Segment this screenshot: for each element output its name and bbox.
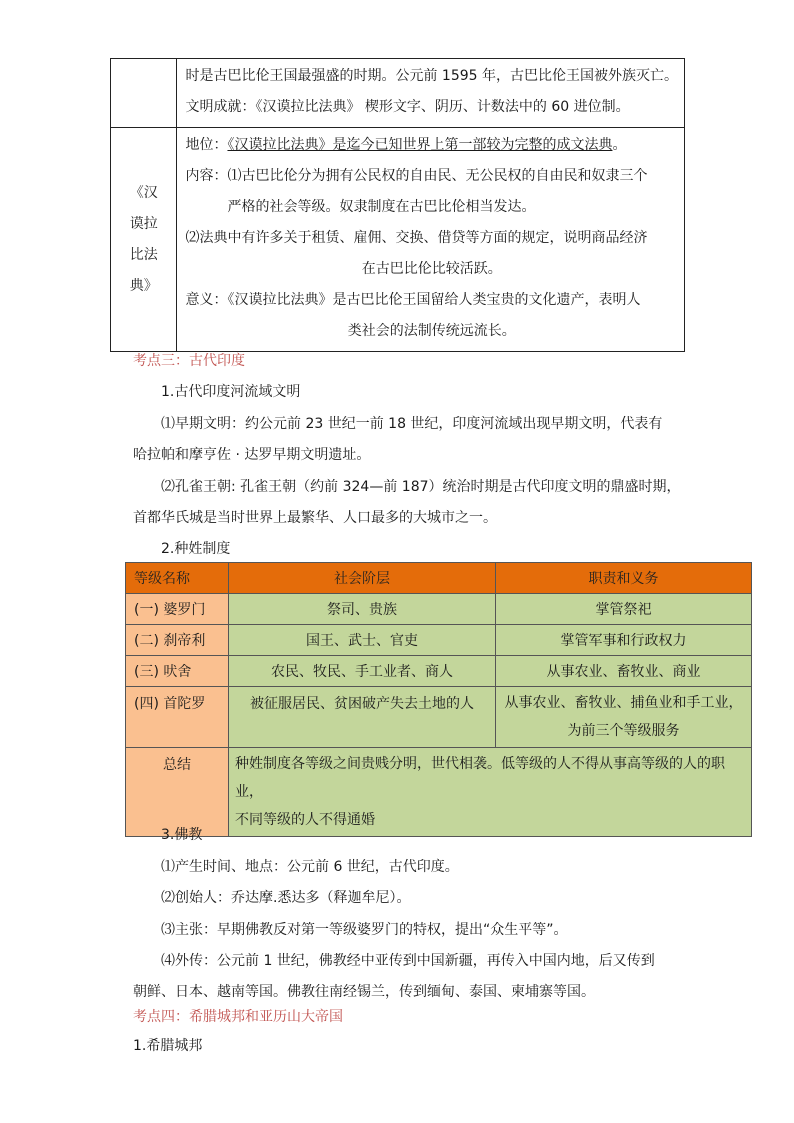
period-text: 时是古巴比伦王国最强盛的时期。公元前 1595 年，古巴比伦王国被外族灭亡。 — [185, 68, 678, 84]
paragraph-early-civilization: ⑴早期文明：约公元前 23 世纪一前 18 世纪，印度河流域出现早期文明，代表有 — [161, 416, 663, 432]
column-header: 社会阶层 — [229, 563, 496, 594]
table-row: (三) 吠舍 农民、牧民、手工业者、商人 从事农业、畜牧业、商业 — [126, 656, 752, 687]
table-row: (一) 婆罗门 祭司、贵族 掌管祭祀 — [126, 594, 752, 625]
table-row: (二) 刹帝利 国王、武士、官吏 掌管军事和行政权力 — [126, 625, 752, 656]
paragraph-maurya-dynasty: ⑵孔雀王朝: 孔雀王朝（约前 324—前 187）统治时期是古代印度文明的鼎盛时期， — [161, 479, 681, 495]
paragraph-spread: ⑷外传：公元前 1 世纪，佛教经中亚传到中国新疆，再传入中国内地，后又传到 — [161, 953, 655, 969]
content-text: 内容：⑴古巴比伦分为拥有公民权的自由民、无公民权的自由民和奴隶三个 — [185, 168, 648, 184]
subheading-greek-city-states: 1.希腊城邦 — [133, 1038, 203, 1054]
table-row — [111, 59, 685, 128]
paragraph-origin: ⑴产生时间、地点：公元前 6 世纪，古代印度。 — [161, 859, 459, 875]
caste-system-table — [125, 562, 752, 837]
column-header: 职责和义务 — [496, 563, 752, 594]
babylon-table — [110, 58, 685, 352]
subheading-caste-system: 2.种姓制度 — [161, 541, 231, 557]
row-label-empty — [111, 59, 177, 128]
table-row: 《汉 谟拉 比法 典》 地位：《汉谟拉比法典》是迄今已知世界上第一部较为完整的成文法典。 内容：⑴古巴比伦分为拥有公民权的自由民、无公民权的自由民和奴隶三个 严格的社会等级。奴隶制度在古巴比伦相当发达。 ⑵法典中有许多关于租赁、雇佣、交换、借贷等方面的规定，说明商品经济 在古巴比伦比较活跃。 意义：《汉谟拉比法典》是古巴比伦王国留给人类宝贵的文化遗产，表明人 类社会的法制传统远流长。 — [111, 128, 685, 352]
table-summary-row: 总结 种姓制度各等级之间贵贱分明，世代相袭。低等级的人不得从事高等级的人的职业， 不同等级的人不得通婚 — [126, 748, 752, 837]
document-page: 时是古巴比伦王国最强盛的时期。公元前 1595 年，古巴比伦王国被外族灭亡。 文明成就：《汉谟拉比法典》 楔形文字、阴历、计数法中的 60 进位制。 《汉 谟拉 比法 典》 地位：《汉谟拉比法典》是迄今已知世界上第一部较为完整的成文法典。 内容：⑴古巴比伦分为拥有公民权的自由民、无公民权的自由民和奴隶三个 严格的社会等级。奴隶制度在古巴比伦相当发达。 ⑵法典中有许多关于租赁、雇佣、交换、借贷等方面的规定，说明商品经济 在古巴比伦比较活跃。 意义：《汉谟拉比法典》是古巴比伦王国留给人类宝贵的文化遗产，表明人 类社会的法制传统远流长。 考点三：古代印度 1.古代印度河流域文明 ⑴早期文明：约公元前 23 世纪一前 18 世纪，印度河流域出现早期文明，代表有 哈拉帕和摩亨佐 · 达罗早期文明遗址。 ⑵孔雀王朝: 孔雀王朝（约前 324—前 187）统治时期是古代印度文明的鼎盛时期， 首都华氏城是当时世界上最繁华、人口最多的大城市之一。 2.种姓制度 等级名称 社会阶层 职责和义务 (一) 婆罗门 祭司、贵族 掌管祭祀 (二) 刹帝利 国王、武士、官吏 掌管军事和行政权力 (三) 吠舍 农民、牧民、手工业者、商人 从事农业、畜牧业、商业 (四) 首陀罗 被征服居民、贫困破产失去土地的人 从事农业、畜牧业、捕鱼业和手工业， 为前三个等级服务 总结 种姓制度各等级之间贵贱分明，世代相袭。低等级的人不得从事高等级的人的职业， 不同等级的人不得通婚 3.佛教 ⑴产生时间、地点：公元前 6 世纪，古代印度。 ⑵创始人：乔达摩.悉达多（释迦牟尼）。 ⑶主张：早期佛教反对第一等级婆罗门的特权，提出“众生平等”。 ⑷外传：公元前 1 世纪，佛教经中亚传到中国新疆，再传入中国内地，后又传到 朝鲜、日本、越南等国。佛教往南经锡兰，传到缅甸、泰国、柬埔寨等国。 考点四：希腊城邦和亚历山大帝国 1.希腊城邦 — [0, 0, 794, 1123]
table-row: (四) 首陀罗 被征服居民、贫困破产失去土地的人 从事农业、畜牧业、捕鱼业和手工业， 为前三个等级服务 — [126, 687, 752, 748]
section-heading-greek-city-states: 考点四：希腊城邦和亚历山大帝国 — [133, 1009, 343, 1025]
subheading-buddhism: 3.佛教 — [161, 827, 203, 843]
subheading-indus-civilization: 1.古代印度河流域文明 — [161, 384, 301, 400]
paragraph-doctrine: ⑶主张：早期佛教反对第一等级婆罗门的特权，提出“众生平等”。 — [161, 922, 568, 938]
achievements-text: 文明成就：《汉谟拉比法典》 楔形文字、阴历、计数法中的 60 进位制。 — [185, 99, 630, 115]
status-text: 地位：《汉谟拉比法典》是迄今已知世界上第一部较为完整的成文法典。 — [185, 137, 627, 153]
table-header-row — [126, 563, 752, 594]
column-header: 等级名称 — [126, 563, 229, 594]
meaning-text: 意义：《汉谟拉比法典》是古巴比伦王国留给人类宝贵的文化遗产，表明人 — [185, 292, 641, 308]
section-heading-ancient-india: 考点三：古代印度 — [133, 353, 245, 369]
paragraph-founder: ⑵创始人：乔达摩.悉达多（释迦牟尼）。 — [161, 890, 411, 906]
code-of-hammurabi-label: 《汉 谟拉 比法 典》 — [111, 128, 177, 352]
